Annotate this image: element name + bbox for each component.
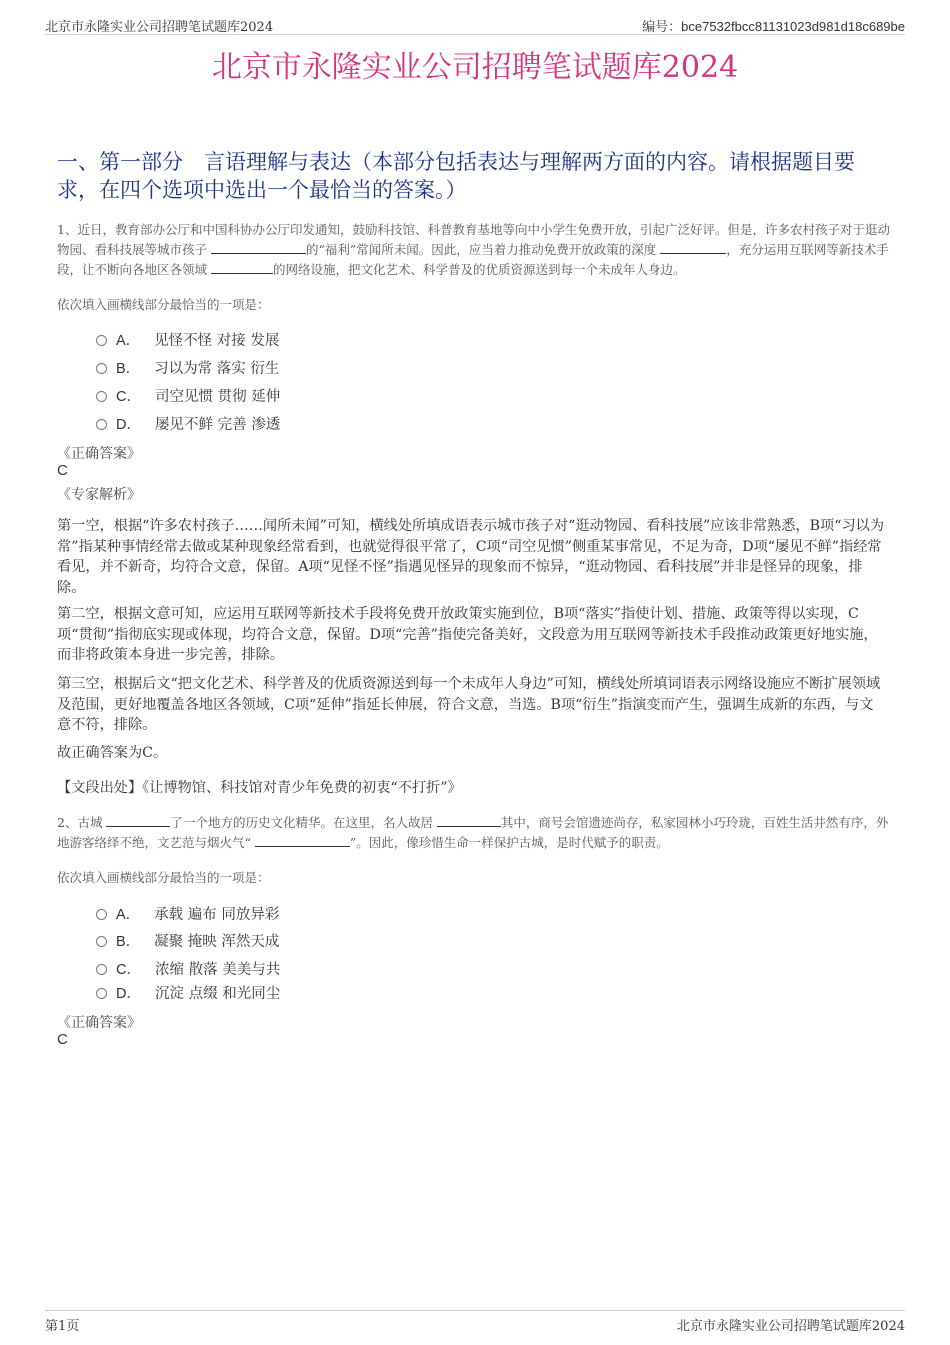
analysis-paragraph: 第二空，根据文意可知，应运用互联网等新技术手段将免费开放政策实施到位，B项“落实”指使计划、措施、政策等得以实现，C项“贯彻”指彻底实现或体现，均符合文意，保留。D项“完善”指使完备美好，文段意为用互联网等新技术手段推动政策更好地实施，而非将政策本身进一步完善，排除。: [57, 606, 878, 663]
page-header: [45, 12, 905, 35]
blank: [660, 240, 726, 254]
radio-icon[interactable]: [96, 909, 107, 920]
question-1-prompt: 依次填入画横线部分最恰当的一项是：: [57, 297, 270, 312]
analysis-paragraph: 第一空，根据“许多农村孩子……闻所未闻”可知，横线处所填成语表示城市孩子对“逛动物园、看科技展”应该非常熟悉，B项“习以为常”指某种事情经常去做或某种现象经常看到，也就觉得很平常了，C项“司空见惯”侧重某事常见，不足为奇，D项“屡见不鲜”指经常看见，并不新奇，均符合文意，保留。A项“见怪不怪”指遇见怪异的现象而不惊异，“逛动物园、看科技展”并非是怪异的现象，排除。: [57, 518, 885, 596]
blank: [211, 260, 273, 274]
section-title: 一、第一部分 言语理解与表达（本部分包括表达与理解两方面的内容。请根据题目要求，在四个选项中选出一个最恰当的答案。）: [57, 150, 855, 202]
radio-icon[interactable]: [96, 363, 107, 374]
question-1-answer: C: [57, 462, 68, 479]
analysis-source: 【文段出处】《让博物馆、科技馆对青少年免费的初衷“不打折”》: [57, 780, 462, 796]
radio-icon[interactable]: [96, 391, 107, 402]
radio-icon[interactable]: [96, 936, 107, 947]
question-1-option-c[interactable]: C． 司空见惯 贯彻 延伸: [96, 385, 280, 406]
question-1-text: 1、近日，教育部办公厅和中国科协办公厅印发通知，鼓励科技馆、科普教育基地等向中小学生免费开放，引起广泛好评。但是，许多农村孩子对于逛动物园、看科技展等城市孩子 的“福利”常闻所未闻。因此，应当着力推动免费开放政策的深度 ，充分运用互联网等新技术手段，让不断向各地区各领域 的网络设施，把文化艺术、科学普及的优质资源送到每一个未成年人身边。: [57, 222, 890, 277]
question-2-option-b[interactable]: B． 凝聚 掩映 浑然天成: [96, 930, 279, 951]
blank: [255, 833, 350, 847]
question-2-answer-label: 《正确答案》: [57, 1015, 141, 1031]
radio-icon[interactable]: [96, 988, 107, 999]
document-title: 北京市永隆实业公司招聘笔试题库2024: [211, 50, 739, 85]
question-2-prompt: 依次填入画横线部分最恰当的一项是：: [57, 870, 270, 885]
header-doc-id: [642, 16, 905, 35]
radio-icon[interactable]: [96, 335, 107, 346]
question-1-option-a[interactable]: A． 见怪不怪 对接 发展: [96, 329, 279, 350]
radio-icon[interactable]: [96, 419, 107, 430]
question-1-option-b[interactable]: B． 习以为常 落实 衍生: [96, 357, 279, 378]
footer-doc-title: 北京市永隆实业公司招聘笔试题库2024: [676, 1319, 905, 1334]
blank: [211, 240, 306, 254]
page-footer: [45, 1310, 905, 1334]
question-1-analysis-label: 《专家解析》: [57, 487, 141, 503]
blank: [437, 813, 501, 827]
question-2-option-a[interactable]: A． 承载 遍布 同放异彩: [96, 903, 279, 924]
question-2-text: 2、古城 了一个地方的历史文化精华。在这里，名人故居 其中，商号会馆遗迹尚存，私家园林小巧玲珑，百姓生活井然有序，外地游客络绎不绝，文艺范与烟火气“ ”。因此，像珍惜生命一样保护古城，是时代赋予的职责。: [57, 815, 889, 850]
question-1-answer-label: 《正确答案》: [57, 446, 141, 462]
footer-page-number: 第1页: [45, 1319, 80, 1334]
header-id-value: bce7532fbcc81131023d981d18c689be: [681, 19, 905, 34]
header-id-label: 编号：: [642, 20, 682, 35]
question-1-option-d[interactable]: D． 屡见不鲜 完善 渗透: [96, 413, 280, 434]
blank: [106, 813, 170, 827]
analysis-conclusion: 故正确答案为C。: [57, 745, 168, 761]
header-doc-title: 北京市永隆实业公司招聘笔试题库2024: [45, 20, 274, 35]
question-2-option-d[interactable]: D． 沉淀 点缀 和光同尘: [96, 982, 280, 1003]
analysis-paragraph: 第三空，根据后文“把文化艺术、科学普及的优质资源送到每一个未成年人身边”可知，横线处所填词语表示网络设施应不断扩展领域及范围，更好地覆盖各地区各领域，C项“延伸”指延长伸展，符合文意，当选。B项“衍生”指演变而产生，强调生成新的东西，与文意不符，排除。: [57, 676, 881, 733]
question-2-option-c[interactable]: C． 浓缩 散落 美美与共: [96, 958, 280, 979]
radio-icon[interactable]: [96, 964, 107, 975]
question-2-answer: C: [57, 1031, 68, 1048]
